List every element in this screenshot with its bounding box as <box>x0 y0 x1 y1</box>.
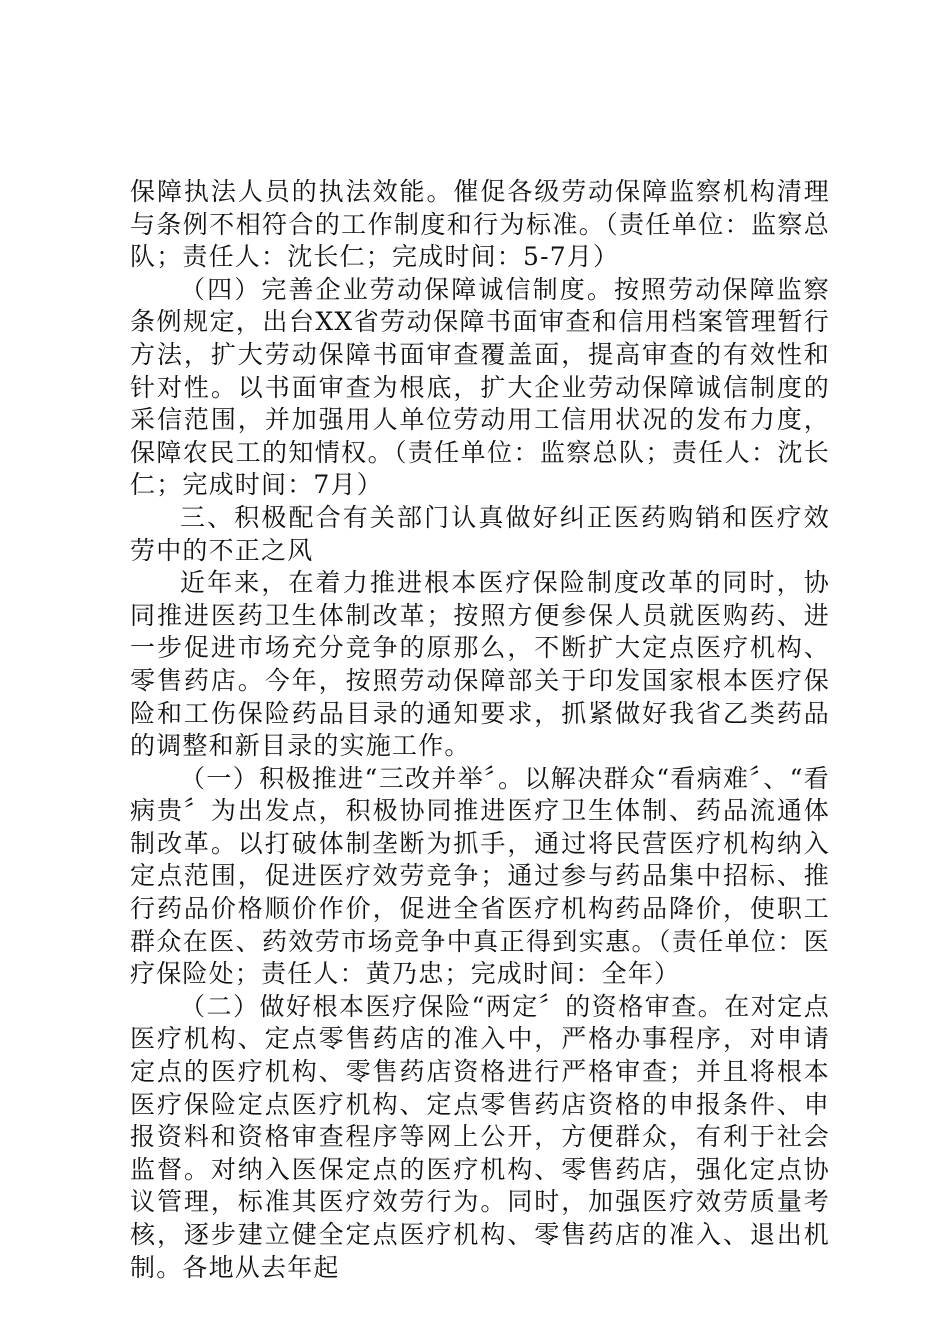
paragraph-p2-section-four: （四）完善企业劳动保障诚信制度。按照劳动保障监察条例规定，出台XX省劳动保障书面审查和信用档案管理暂行方法，扩大劳动保障书面审查覆盖面，提高审查的有效性和针对性。以书面审查为根底，扩大企业劳动保障诚信制度的采信范围，并加强用人单位劳动用工信用状况的发布力度，保障农民工的知情权。（责任单位：监察总队；责任人：沈长仁；完成时间：7月） <box>130 274 830 500</box>
paragraph-p4-intro: 近年来，在着力推进根本医疗保险制度改革的同时，协同推进医药卫生体制改革；按照方便参保人员就医购药、进一步促进市场充分竞争的原那么，不断扩大定点医疗机构、零售药店。今年，按照劳动保障部关于印发国家根本医疗保险和工伤保险药品目录的通知要求，抓紧做好我省乙类药品的调整和新目录的实施工作。 <box>130 568 830 761</box>
paragraph-p5-item-one: （一）积极推进“三改并举〞。以解决群众“看病难〞、“看病贵〞为出发点，积极协同推进医疗卫生体制、药品流通体制改革。以打破体制垄断为抓手，通过将民营医疗机构纳入定点范围，促进医疗效劳竞争；通过参与药品集中招标、推行药品价格顺价作价，促进全省医疗机构药品降价，使职工群众在医、药效劳市场竞争中真正得到实惠。（责任单位：医疗保险处；责任人：黄乃忠；完成时间：全年） <box>130 763 830 989</box>
paragraph-p1: 保障执法人员的执法效能。催促各级劳动保障监察机构清理与条例不相符合的工作制度和行为标准。（责任单位：监察总队；责任人：沈长仁；完成时间：5-7月） <box>130 177 830 272</box>
section-heading-three: 三、积极配合有关部门认真做好纠正医药购销和医疗效劳中的不正之风 <box>130 502 830 565</box>
document-body <box>130 176 830 1284</box>
paragraph-p6-item-two: （二）做好根本医疗保险“两定〞的资格审查。在对定点医疗机构、定点零售药店的准入中，严格办事程序，对申请定点的医疗机构、零售药店资格进行严格审查；并且将根本医疗保险定点医疗机构、定点零售药店资格的申报条件、申报资料和资格审查程序等网上公开，方便群众，有利于社会监督。对纳入医保定点的医疗机构、零售药店，强化定点协议管理，标准其医疗效劳行为。同时，加强医疗效劳质量考核，逐步建立健全定点医疗机构、零售药店的准入、退出机制。各地从去年起 <box>130 991 830 1282</box>
